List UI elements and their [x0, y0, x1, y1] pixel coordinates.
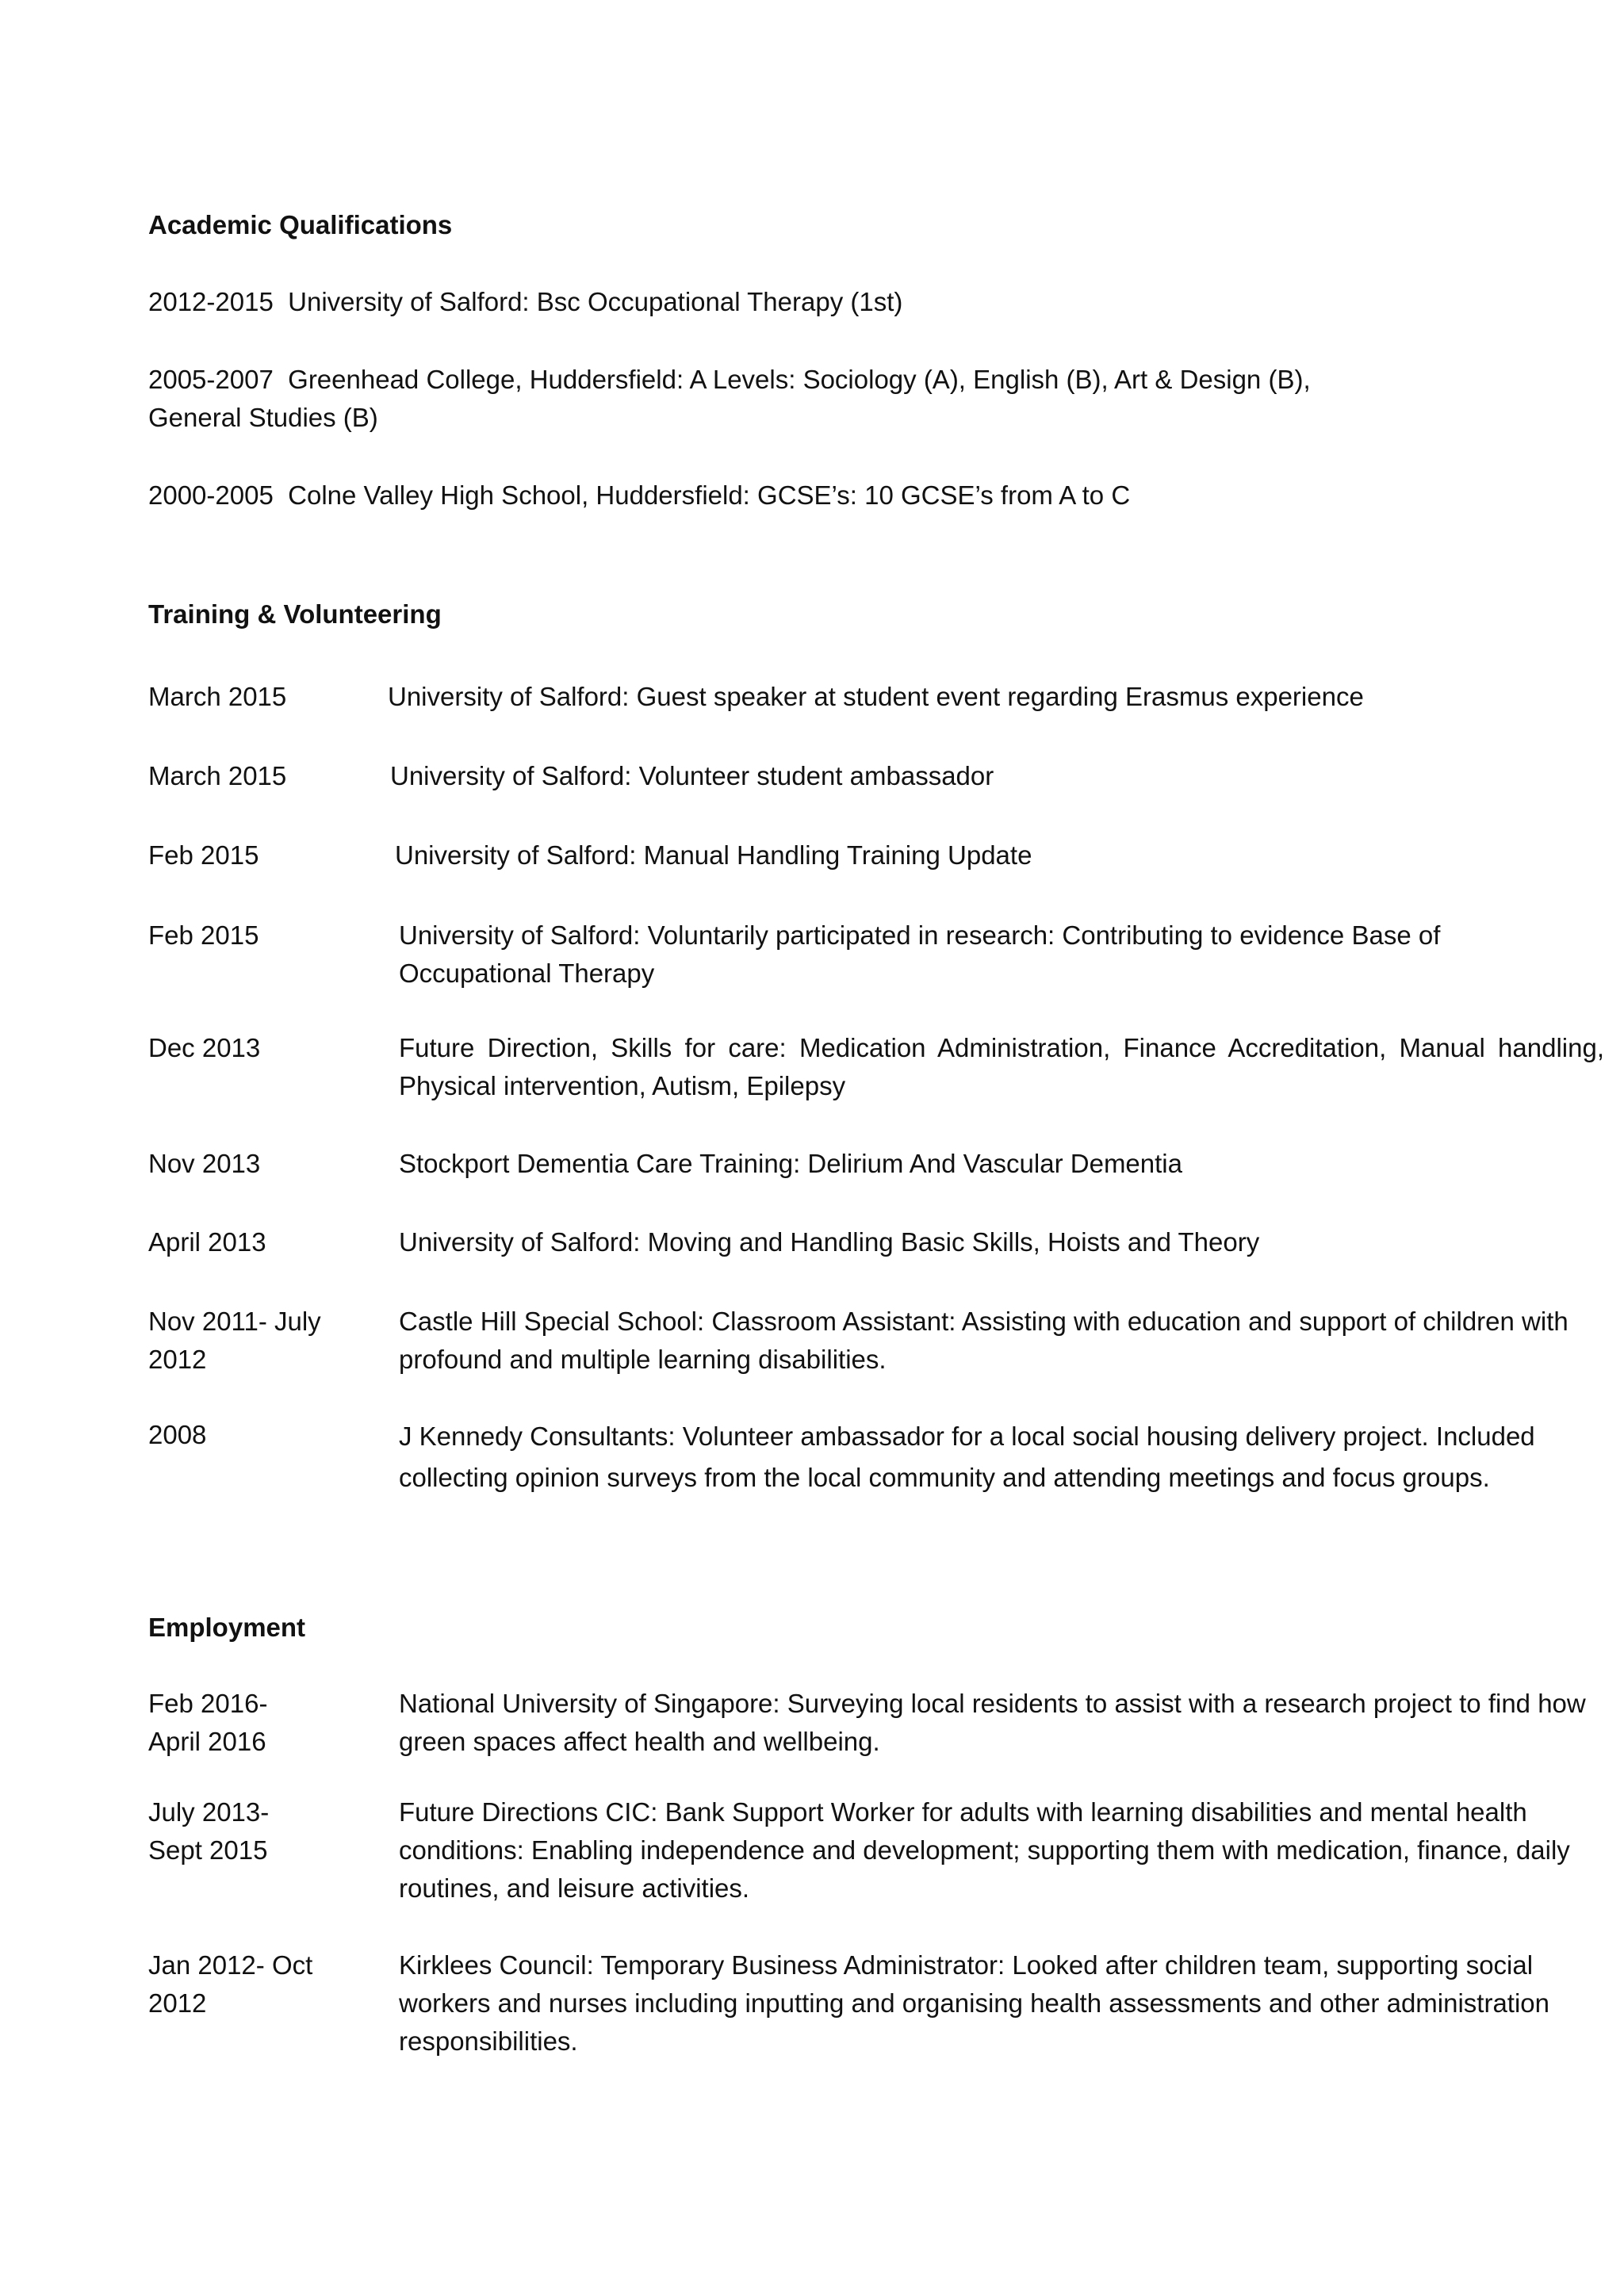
- training-date: Feb 2015: [148, 840, 259, 870]
- training-date: 2008: [148, 1420, 207, 1449]
- academic-item: 2012-2015 University of Salford: Bsc Occupational Therapy (1st): [148, 287, 903, 316]
- training-description: Castle Hill Special School: Classroom Assistant: Assisting with education and support of children with profound and multiple learning disabilities.: [399, 1307, 1568, 1374]
- training-description: Stockport Dementia Care Training: Delirium And Vascular Dementia: [399, 1149, 1182, 1178]
- training-description: University of Salford: Voluntarily participated in research: Contributing to evidence Base of Occupational Therapy: [399, 920, 1441, 988]
- employment-date: July 2013- Sept 2015: [148, 1797, 270, 1865]
- employment-description: Kirklees Council: Temporary Business Administrator: Looked after children team, supporting social workers and nurses including inputting and organising health assessments and other administration responsibilities.: [399, 1950, 1550, 2056]
- training-description: University of Salford: Guest speaker at student event regarding Erasmus experience: [388, 682, 1364, 711]
- training-date: March 2015: [148, 761, 287, 790]
- academic-heading: Academic Qualifications: [148, 210, 453, 239]
- training-description: University of Salford: Manual Handling Training Update: [395, 840, 1032, 870]
- training-date: Nov 2011- July 2012: [148, 1307, 321, 1374]
- employment-date: Jan 2012- Oct 2012: [148, 1950, 313, 2018]
- employment-description: National University of Singapore: Surveying local residents to assist with a research project to find how green spaces affect health and wellbeing.: [399, 1689, 1586, 1756]
- training-date: Nov 2013: [148, 1149, 261, 1178]
- training-date: April 2013: [148, 1227, 266, 1257]
- training-date: Dec 2013: [148, 1033, 261, 1062]
- training-date: March 2015: [148, 682, 287, 711]
- employment-heading: Employment: [148, 1613, 306, 1642]
- training-description: Future Direction, Skills for care: Medication Administration, Finance Accreditation, Manual handling, Physical intervention, Autism, Epilepsy: [399, 1033, 1604, 1100]
- training-description: University of Salford: Moving and Handling Basic Skills, Hoists and Theory: [399, 1227, 1260, 1257]
- training-description: J Kennedy Consultants: Volunteer ambassador for a local social housing delivery project. Included collecting opinion surveys from the local community and attending meetings and focus groups.: [399, 1422, 1535, 1492]
- training-date: Feb 2015: [148, 920, 259, 950]
- academic-item: 2000-2005 Colne Valley High School, Huddersfield: GCSE’s: 10 GCSE’s from A to C: [148, 480, 1131, 510]
- training-heading: Training & Volunteering: [148, 599, 442, 629]
- academic-item: 2005-2007 Greenhead College, Huddersfield: A Levels: Sociology (A), English (B), Art & Design (B), General Studies (B): [148, 365, 1318, 432]
- employment-description: Future Directions CIC: Bank Support Worker for adults with learning disabilities and mental health conditions: Enabling independence and development; supporting them with medication, finance, daily routines, and leisure activities.: [399, 1797, 1570, 1903]
- training-description: University of Salford: Volunteer student ambassador: [390, 761, 994, 790]
- employment-date: Feb 2016- April 2016: [148, 1689, 268, 1756]
